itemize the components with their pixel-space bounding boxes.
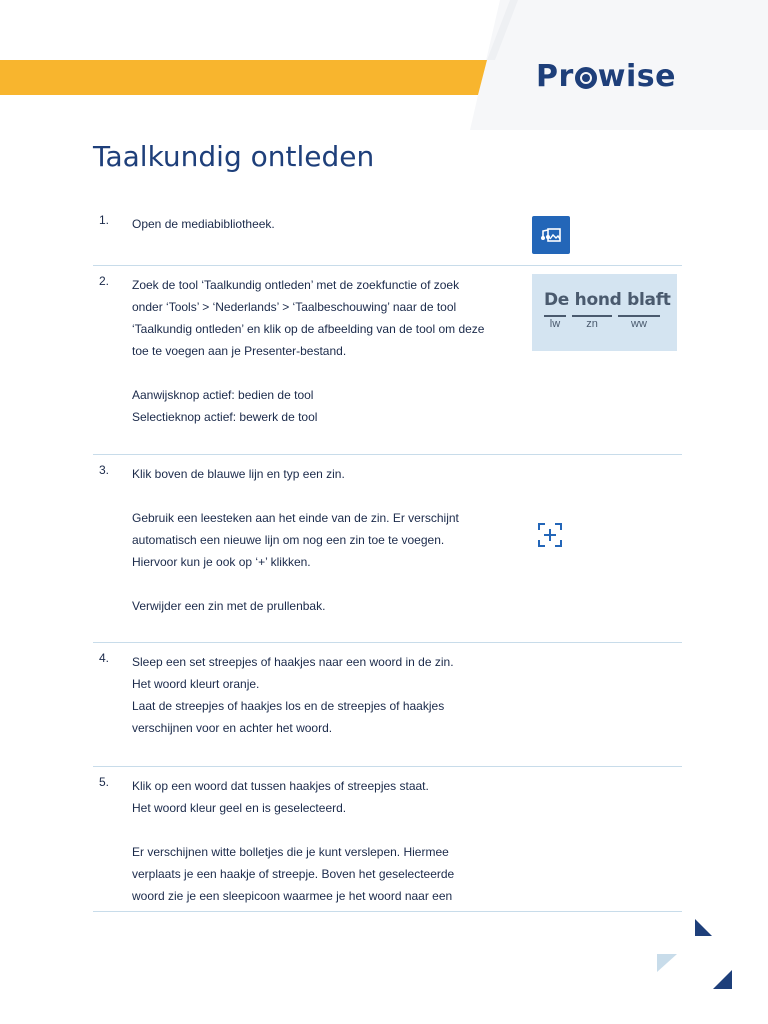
media-library-icon — [539, 223, 563, 247]
tool-thumbnail[interactable] — [532, 274, 677, 351]
step-text — [132, 274, 522, 428]
step-line: onder ‘Tools’ > ‘Nederlands’ > ‘Taalbeschouwing’ naar de tool — [132, 300, 457, 314]
line-gap — [132, 362, 522, 384]
tool-tag: ww — [618, 315, 660, 330]
media-cell — [532, 216, 570, 254]
step-line: Aanwijsknop actief: bedien de tool — [132, 388, 314, 402]
step-line: Klik op een woord dat tussen haakjes of streepjes staat. — [132, 779, 429, 793]
step-line: Het woord kleur geel en is geselecteerd. — [132, 801, 347, 815]
step-line: Zoek de tool ‘Taalkundig ontleden’ met de zoekfunctie of zoek — [132, 278, 460, 292]
tool-tags — [544, 315, 660, 330]
step-number: 3. — [99, 463, 110, 477]
page-title: Taalkundig ontleden — [93, 140, 375, 173]
step-line: woord zie je een sleepicoon waarmee je het woord naar een — [132, 889, 453, 903]
step-row-1 — [93, 205, 682, 266]
step-text — [132, 213, 522, 235]
step-row-2 — [93, 266, 682, 455]
step-line: Hiervoor kun je ook op ‘+’ klikken. — [132, 555, 311, 569]
logo-text-start: Pr — [536, 58, 574, 94]
step-line: Gebruik een leesteken aan het einde van de zin. Er verschijnt — [132, 511, 459, 525]
step-line: verplaats je een haakje of streepje. Boven het geselecteerde — [132, 867, 455, 881]
step-line: automatisch een nieuwe lijn om nog een zin toe te voegen. — [132, 533, 445, 547]
tool-tag: lw — [544, 315, 566, 330]
step-line: ‘Taalkundig ontleden’ en klik op de afbeelding van de tool om deze — [132, 322, 485, 336]
step-line: Laat de streepjes of haakjes los en de streepjes of haakjes — [132, 699, 445, 713]
step-line: Selectieknop actief: bewerk de tool — [132, 410, 318, 424]
step-number: 4. — [99, 651, 110, 665]
step-text — [132, 463, 522, 617]
line-gap — [132, 573, 522, 595]
step-row-4 — [93, 643, 682, 767]
step-number: 1. — [99, 213, 110, 227]
step-number: 5. — [99, 775, 110, 789]
tool-tag: zn — [572, 315, 612, 330]
tool-phrase: De hond blaft — [544, 290, 671, 310]
step-line: Er verschijnen witte bolletjes die je kunt verslepen. Hiermee — [132, 845, 449, 859]
logo-text-end: wise — [597, 58, 676, 94]
step-line: Open de mediabibliotheek. — [132, 217, 275, 231]
step-line: verschijnen voor en achter het woord. — [132, 721, 333, 735]
logo-ring-icon — [575, 67, 597, 89]
step-row-5 — [93, 767, 682, 912]
media-cell — [536, 521, 564, 554]
step-text — [132, 651, 522, 739]
line-gap — [132, 485, 522, 507]
step-line: Verwijder een zin met de prullenbak. — [132, 599, 326, 613]
step-line: toe te voegen aan je Presenter-bestand. — [132, 344, 347, 358]
steps-table — [93, 205, 682, 912]
step-text — [132, 775, 522, 907]
step-line: Sleep een set streepjes of haakjes naar een woord in de zin. — [132, 655, 454, 669]
media-cell — [532, 274, 677, 351]
step-row-3 — [93, 455, 682, 643]
corner-decoration — [650, 912, 760, 1012]
line-gap — [132, 819, 522, 841]
prowise-logo — [536, 56, 676, 96]
step-number: 2. — [99, 274, 110, 288]
step-line: Het woord kleurt oranje. — [132, 677, 260, 691]
media-library-button[interactable] — [532, 216, 570, 254]
step-line: Klik boven de blauwe lijn en typ een zin. — [132, 467, 345, 481]
add-icon[interactable] — [536, 521, 564, 549]
